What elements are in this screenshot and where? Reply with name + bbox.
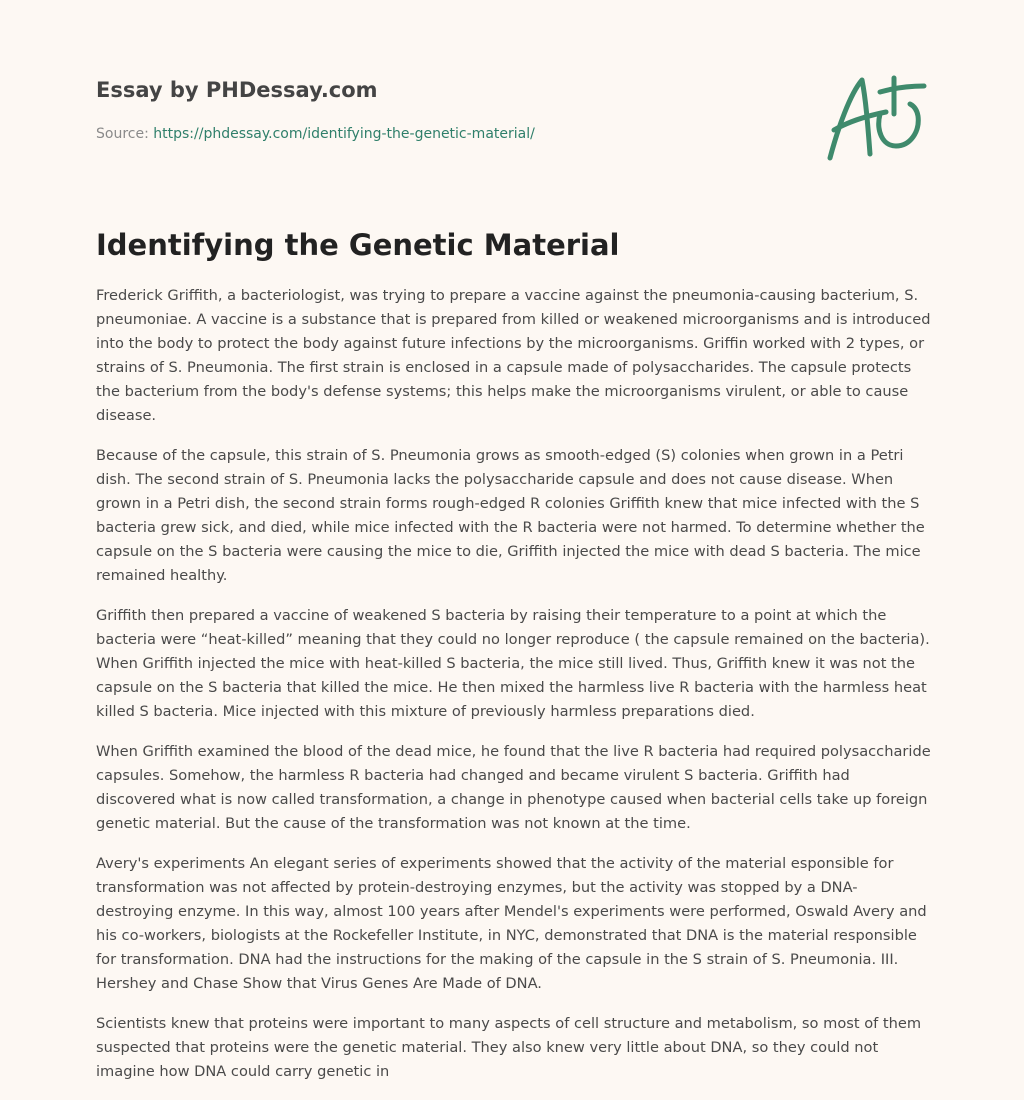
brand-title: Essay by PHDessay.com	[96, 78, 378, 102]
source-line	[96, 124, 796, 144]
essay-title: Identifying the Genetic Material	[96, 228, 620, 262]
essay-paragraph: Avery's experiments An elegant series of experiments showed that the activity of the material esponsible for transformation was not affected by protein-destroying enzymes, but the activity was stopped by a DNA-destroying enzyme. In this way, almost 100 years after Mendel's experiments were performed, Oswald Avery and his co-workers, biologists at the Rockefeller Institute, in NYC, demonstrated that DNA is the material responsible for transformation. DNA had the instructions for the making of the capsule in the S strain of S. Pneumonia. III. Hershey and Chase Show that Virus Genes Are Made of DNA.	[96, 855, 927, 992]
source-link[interactable]: https://phdessay.com/identifying-the-genetic-material/	[153, 126, 535, 142]
essay-paragraph: Because of the capsule, this strain of S. Pneumonia grows as smooth-edged (S) colonies when grown in a Petri dish. The second strain of S. Pneumonia lacks the polysaccharide capsule and does not cause disease. When grown in a Petri dish, the second strain forms rough-edged R colonies Griffith knew that mice infected with the S bacteria grew sick, and died, while mice infected with the R bacteria were not harmed. To determine whether the capsule on the S bacteria were causing the mice to die, Griffith injected the mice with dead S bacteria. The mice remained healthy.	[96, 447, 925, 584]
essay-paragraph: Griffith then prepared a vaccine of weakened S bacteria by raising their temperature to a point at which the bacteria were “heat-killed” meaning that they could no longer reproduce ( the capsule remained on the bacteria). When Griffith injected the mice with heat-killed S bacteria, the mice still lived. Thus, Griffith knew it was not the capsule on the S bacteria that killed the mice. He then mixed the harmless live R bacteria with the harmless heat killed S bacteria. Mice injected with this mixture of previously harmless preparations died.	[96, 607, 930, 720]
essay-paragraph: When Griffith examined the blood of the dead mice, he found that the live R bacteria had required polysaccharide capsules. Somehow, the harmless R bacteria had changed and became virulent S bacteria. Griffith had discovered what is now called transformation, a change in phenotype caused when bacterial cells take up foreign genetic material. But the cause of the transformation was not known at the time.	[96, 743, 931, 832]
essay-body	[96, 284, 931, 1100]
essay-paragraph: Frederick Griffith, a bacteriologist, was trying to prepare a vaccine against the pneumonia-causing bacterium, S. pneumoniae. A vaccine is a substance that is prepared from killed or weakened microorganisms and is introduced into the body to protect the body against future infections by the microorganisms. Griffin worked with 2 types, or strains of S. Pneumonia. The first strain is enclosed in a capsule made of polysaccharides. The capsule protects the bacterium from the body's defense systems; this helps make the microorganisms virulent, or able to cause disease.	[96, 287, 931, 424]
source-label: Source:	[96, 126, 154, 142]
essay-paragraph: Scientists knew that proteins were important to many aspects of cell structure and metabolism, so most of them suspected that proteins were the genetic material. They also knew very little about DNA, so they could not imagine how DNA could carry genetic in	[96, 1015, 922, 1080]
a-plus-logo-icon	[820, 66, 930, 166]
essay-header	[96, 76, 796, 144]
